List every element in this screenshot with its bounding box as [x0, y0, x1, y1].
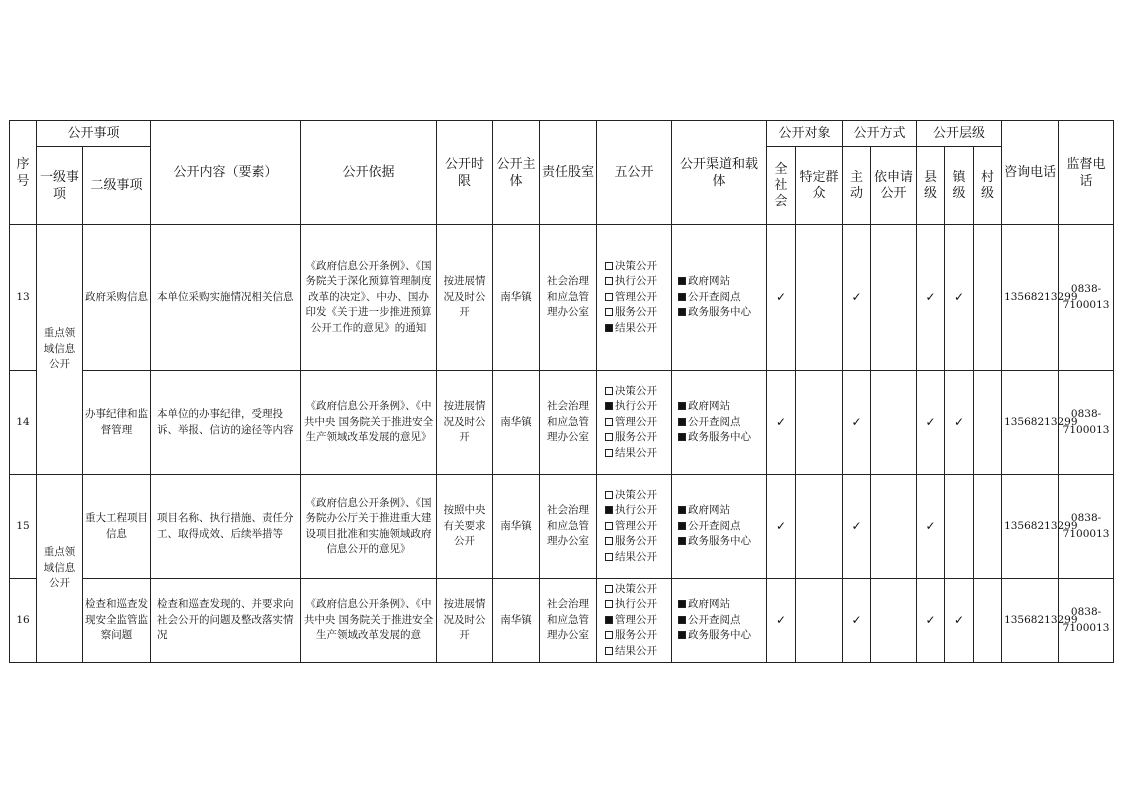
five-item	[605, 628, 669, 644]
row-five	[597, 475, 672, 579]
unchecked-box-icon	[605, 387, 613, 395]
row-specific	[796, 475, 843, 579]
unchecked-box-icon	[605, 600, 613, 608]
row-basis: 《政府信息公开条例》、《国务院办公厅关于推进重大建设项目批准和实施领域政府信息公开的意见》	[301, 475, 437, 579]
row-consult: 13568213299	[1002, 225, 1059, 371]
row-office: 社会治理和应急管理办公室	[540, 579, 597, 663]
header-consult: 咨询电话	[1002, 121, 1059, 225]
channel-item-label: 公开查阅点	[688, 290, 741, 303]
row-active: ✓	[843, 579, 871, 663]
header-channel: 公开渠道和载体	[672, 121, 767, 225]
five-item	[605, 582, 669, 598]
row-item: 检查和巡查发现安全监管监察问题	[83, 579, 151, 663]
five-item-label: 服务公开	[615, 535, 658, 548]
channel-item-label: 政务服务中心	[688, 306, 752, 319]
header-county: 县级	[917, 147, 945, 225]
row-town: ✓	[945, 371, 974, 475]
header-specific: 特定群众	[796, 147, 843, 225]
table-row	[10, 225, 1114, 371]
five-item-label: 结果公开	[615, 550, 658, 563]
table-row	[10, 475, 1114, 579]
row-specific	[796, 579, 843, 663]
five-item-label: 服务公开	[615, 306, 658, 319]
row-office: 社会治理和应急管理办公室	[540, 475, 597, 579]
row-consult: 13568213299	[1002, 371, 1059, 475]
row-item: 政府采购信息	[83, 225, 151, 371]
channel-item	[678, 399, 764, 415]
filled-square-icon	[678, 537, 686, 545]
channel-item-label: 公开查阅点	[688, 415, 741, 428]
row-all-society: ✓	[767, 225, 796, 371]
row-seq: 15	[10, 475, 37, 579]
unchecked-box-icon	[605, 631, 613, 639]
five-item	[605, 644, 669, 660]
row-town: ✓	[945, 225, 974, 371]
filled-square-icon	[678, 402, 686, 410]
row-county: ✓	[917, 371, 945, 475]
checked-box-icon	[605, 324, 613, 332]
five-item-label: 结果公开	[615, 644, 658, 657]
channel-item-label: 政务服务中心	[688, 431, 752, 444]
row-on-request	[871, 371, 917, 475]
channel-item-label: 公开查阅点	[688, 519, 741, 532]
disclosure-table	[9, 120, 1114, 663]
row-content: 本单位采购实施情况相关信息	[151, 225, 301, 371]
five-item	[605, 430, 669, 446]
table-row	[10, 579, 1114, 663]
filled-square-icon	[678, 277, 686, 285]
five-item	[605, 305, 669, 321]
channel-item	[678, 430, 764, 446]
five-item	[605, 597, 669, 613]
row-consult: 13568213299	[1002, 475, 1059, 579]
header-seq: 序号	[10, 121, 37, 225]
row-all-society: ✓	[767, 579, 796, 663]
unchecked-box-icon	[605, 491, 613, 499]
unchecked-box-icon	[605, 293, 613, 301]
five-item	[605, 399, 669, 415]
channel-item	[678, 274, 764, 290]
row-time-limit: 按进展情况及时公开	[437, 371, 493, 475]
row-basis: 《政府信息公开条例》、《中共中央 国务院关于推进安全生产领域改革发展的意见》	[301, 371, 437, 475]
five-item	[605, 290, 669, 306]
header-time-limit: 公开时限	[437, 121, 493, 225]
header-content: 公开内容（要素）	[151, 121, 301, 225]
row-basis: 《政府信息公开条例》、《国务院关于深化预算管理制度改革的决定》、中办、国办印发《关于进一步推进预算公开工作的意见》的通知	[301, 225, 437, 371]
five-item	[605, 550, 669, 566]
row-specific	[796, 225, 843, 371]
five-item-label: 决策公开	[615, 384, 658, 397]
five-item-label: 管理公开	[615, 519, 658, 532]
five-item-label: 服务公开	[615, 431, 658, 444]
filled-square-icon	[678, 506, 686, 514]
five-item-label: 决策公开	[615, 582, 658, 595]
header-active: 主动	[843, 147, 871, 225]
header-town: 镇级	[945, 147, 974, 225]
header-level2: 二级事项	[83, 147, 151, 225]
header-method-group: 公开方式	[843, 121, 917, 147]
five-item	[605, 321, 669, 337]
row-time-limit: 按进展情况及时公开	[437, 225, 493, 371]
unchecked-box-icon	[605, 647, 613, 655]
row-specific	[796, 371, 843, 475]
table-body	[10, 225, 1114, 663]
row-consult: 13568213299	[1002, 579, 1059, 663]
row-office: 社会治理和应急管理办公室	[540, 225, 597, 371]
checked-box-icon	[605, 616, 613, 624]
row-item: 重大工程项目信息	[83, 475, 151, 579]
row-supervise: 0838-7100013	[1059, 371, 1114, 475]
unchecked-box-icon	[605, 553, 613, 561]
row-subject: 南华镇	[493, 579, 540, 663]
row-all-society: ✓	[767, 475, 796, 579]
row-supervise: 0838-7100013	[1059, 475, 1114, 579]
unchecked-box-icon	[605, 262, 613, 270]
row-seq: 14	[10, 371, 37, 475]
channel-item	[678, 503, 764, 519]
five-item-label: 执行公开	[615, 504, 658, 517]
five-item	[605, 488, 669, 504]
row-subject: 南华镇	[493, 371, 540, 475]
row-seq: 13	[10, 225, 37, 371]
row-channels	[672, 371, 767, 475]
channel-item-label: 政务服务中心	[688, 535, 752, 548]
row-seq: 16	[10, 579, 37, 663]
filled-square-icon	[678, 616, 686, 624]
header-level1: 一级事项	[37, 147, 83, 225]
five-item	[605, 384, 669, 400]
checked-box-icon	[605, 506, 613, 514]
row-county: ✓	[917, 225, 945, 371]
row-active: ✓	[843, 475, 871, 579]
row-five	[597, 225, 672, 371]
five-item	[605, 415, 669, 431]
five-item-label: 执行公开	[615, 400, 658, 413]
filled-square-icon	[678, 308, 686, 316]
five-item-label: 执行公开	[615, 598, 658, 611]
channel-item	[678, 519, 764, 535]
channel-item	[678, 534, 764, 550]
filled-square-icon	[678, 522, 686, 530]
five-item	[605, 446, 669, 462]
row-town: ✓	[945, 579, 974, 663]
channel-item-label: 政府网站	[688, 275, 731, 288]
five-item-label: 决策公开	[615, 488, 658, 501]
header-level-group: 公开层级	[917, 121, 1002, 147]
five-item-label: 管理公开	[615, 290, 658, 303]
channel-item	[678, 597, 764, 613]
five-item	[605, 613, 669, 629]
checked-box-icon	[605, 402, 613, 410]
unchecked-box-icon	[605, 308, 613, 316]
row-active: ✓	[843, 225, 871, 371]
row-content: 检查和巡查发现的、并要求向社会公开的问题及整改落实情况	[151, 579, 301, 663]
unchecked-box-icon	[605, 418, 613, 426]
unchecked-box-icon	[605, 585, 613, 593]
five-item	[605, 503, 669, 519]
group-label: 重点领域信息公开	[37, 475, 83, 663]
row-active: ✓	[843, 371, 871, 475]
header-office: 责任股室	[540, 121, 597, 225]
row-supervise: 0838-7100013	[1059, 579, 1114, 663]
row-all-society: ✓	[767, 371, 796, 475]
row-channels	[672, 579, 767, 663]
row-on-request	[871, 225, 917, 371]
filled-square-icon	[678, 293, 686, 301]
row-channels	[672, 225, 767, 371]
unchecked-box-icon	[605, 537, 613, 545]
channel-item-label: 政府网站	[688, 504, 731, 517]
filled-square-icon	[678, 631, 686, 639]
row-five	[597, 579, 672, 663]
header-items-group: 公开事项	[37, 121, 151, 147]
channel-item	[678, 290, 764, 306]
row-subject: 南华镇	[493, 225, 540, 371]
row-office: 社会治理和应急管理办公室	[540, 371, 597, 475]
group-label: 重点领域信息公开	[37, 225, 83, 475]
channel-item	[678, 628, 764, 644]
row-time-limit: 按照中央有关要求公开	[437, 475, 493, 579]
header-five: 五公开	[597, 121, 672, 225]
row-village	[974, 371, 1002, 475]
row-channels	[672, 475, 767, 579]
row-town	[945, 475, 974, 579]
filled-square-icon	[678, 418, 686, 426]
header-all-society: 全社会	[767, 147, 796, 225]
header-supervise: 监督电话	[1059, 121, 1114, 225]
five-item-label: 管理公开	[615, 613, 658, 626]
row-county: ✓	[917, 475, 945, 579]
row-village	[974, 225, 1002, 371]
channel-item-label: 政府网站	[688, 598, 731, 611]
unchecked-box-icon	[605, 433, 613, 441]
channel-item	[678, 305, 764, 321]
header-target-group: 公开对象	[767, 121, 843, 147]
filled-square-icon	[678, 600, 686, 608]
row-basis: 《政府信息公开条例》、《中共中央 国务院关于推进安全生产领域改革发展的意	[301, 579, 437, 663]
header-village: 村级	[974, 147, 1002, 225]
row-five	[597, 371, 672, 475]
header-basis: 公开依据	[301, 121, 437, 225]
five-item-label: 服务公开	[615, 629, 658, 642]
row-subject: 南华镇	[493, 475, 540, 579]
table-row	[10, 371, 1114, 475]
row-on-request	[871, 579, 917, 663]
header-on-request: 依申请公开	[871, 147, 917, 225]
header-subject: 公开主体	[493, 121, 540, 225]
unchecked-box-icon	[605, 522, 613, 530]
channel-item-label: 政府网站	[688, 400, 731, 413]
channel-item-label: 公开查阅点	[688, 613, 741, 626]
row-item: 办事纪律和监督管理	[83, 371, 151, 475]
row-on-request	[871, 475, 917, 579]
five-item-label: 结果公开	[615, 446, 658, 459]
five-item	[605, 274, 669, 290]
five-item	[605, 259, 669, 275]
channel-item	[678, 613, 764, 629]
five-item	[605, 534, 669, 550]
row-content: 本单位的办事纪律，受理投诉、举报、信访的途径等内容	[151, 371, 301, 475]
row-village	[974, 579, 1002, 663]
row-county: ✓	[917, 579, 945, 663]
unchecked-box-icon	[605, 277, 613, 285]
five-item-label: 决策公开	[615, 259, 658, 272]
row-village	[974, 475, 1002, 579]
five-item	[605, 519, 669, 535]
channel-item	[678, 415, 764, 431]
five-item-label: 结果公开	[615, 321, 658, 334]
row-time-limit: 按进展情况及时公开	[437, 579, 493, 663]
unchecked-box-icon	[605, 449, 613, 457]
row-content: 项目名称、执行措施、责任分工、取得成效、后续举措等	[151, 475, 301, 579]
row-supervise: 0838-7100013	[1059, 225, 1114, 371]
filled-square-icon	[678, 433, 686, 441]
five-item-label: 管理公开	[615, 415, 658, 428]
five-item-label: 执行公开	[615, 275, 658, 288]
channel-item-label: 政务服务中心	[688, 629, 752, 642]
